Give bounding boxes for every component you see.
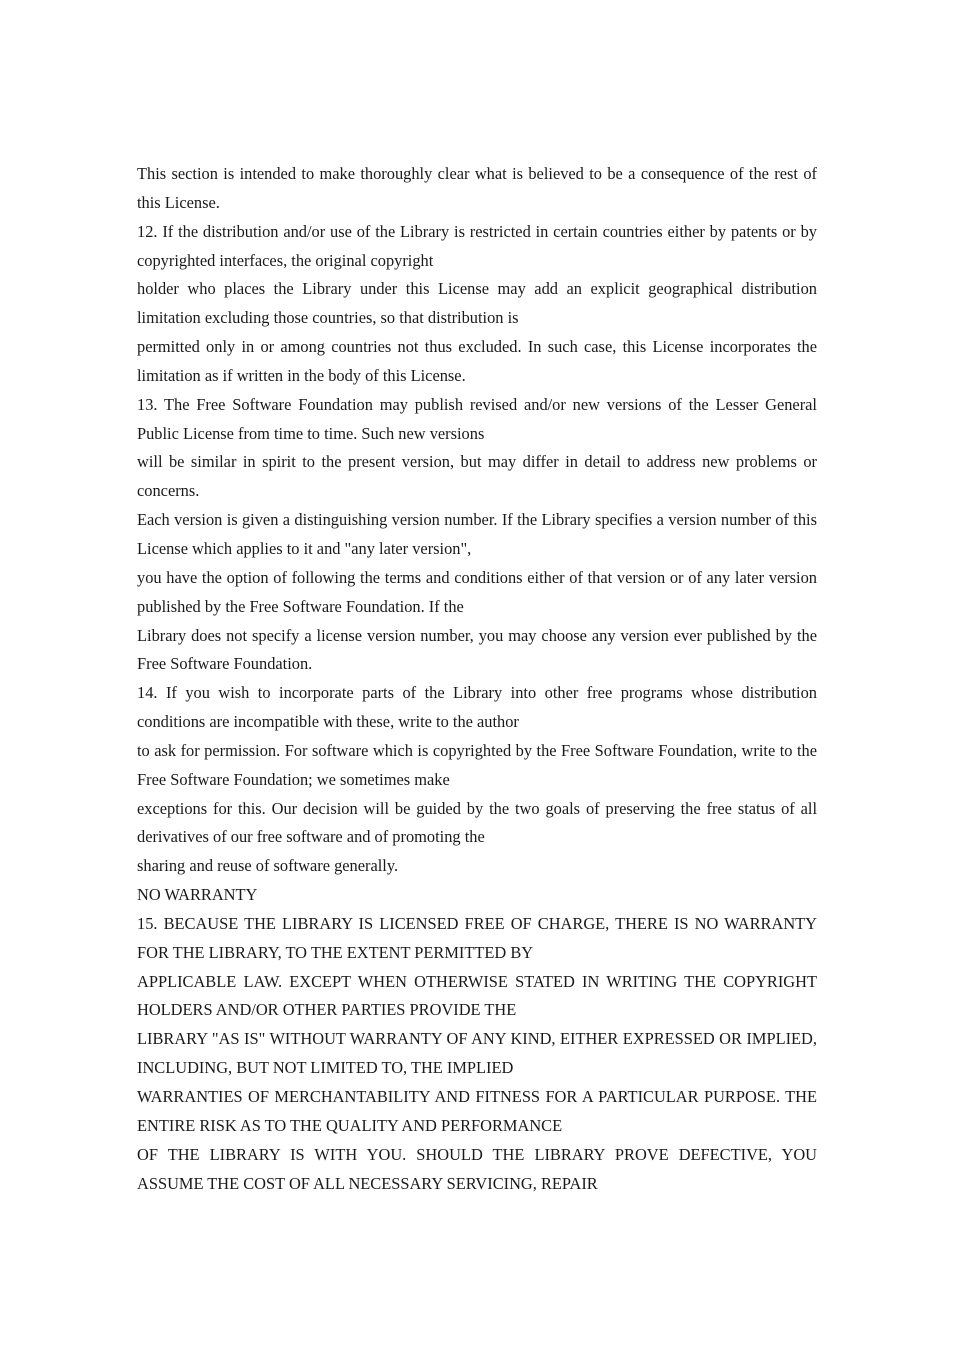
paragraph-14-sharing-reuse: sharing and reuse of software generally. bbox=[137, 856, 399, 876]
paragraph-15-free-of-charge: 15. BECAUSE THE LIBRARY IS LICENSED FREE OF CHARGE, THERE IS NO WARRANTY FOR THE LIBRARY, TO THE EXTENT PERMITTED BY bbox=[137, 913, 817, 962]
paragraph-13-option-following-terms: you have the option of following the terms and conditions either of that version or of any later version published by the Free Software Foundation. If the bbox=[137, 567, 817, 616]
paragraph-13-no-version-specified: Library does not specify a license version number, you may choose any version ever published by the Free Software Foundation. bbox=[137, 625, 817, 674]
license-text bbox=[137, 160, 817, 1198]
paragraph-section-intent: This section is intended to make thoroughly clear what is believed to be a consequence of the rest of this License. bbox=[137, 164, 817, 212]
paragraph-14-incorporate-parts: 14. If you wish to incorporate parts of the Library into other free programs whose distribution conditions are incompatible with these, write to the author bbox=[137, 683, 817, 732]
paragraph-12-permitted-countries: permitted only in or among countries not thus excluded. In such case, this License incorporates the limitation as if written in the body of this License. bbox=[137, 337, 817, 385]
paragraph-14-exceptions: exceptions for this. Our decision will be guided by the two goals of preserving the free status of all derivatives of our free software and of promoting the bbox=[137, 798, 817, 847]
paragraph-12-distribution-restricted: 12. If the distribution and/or use of the Library is restricted in certain countries either by patents or by copyrighted interfaces, the original copyright bbox=[137, 221, 817, 270]
paragraph-13-version-number: Each version is given a distinguishing version number. If the Library specifies a version number of this License which applies to it and "any later version", bbox=[137, 510, 817, 558]
paragraph-15-defective: OF THE LIBRARY IS WITH YOU. SHOULD THE LIBRARY PROVE DEFECTIVE, YOU ASSUME THE COST OF ALL NECESSARY SERVICING, REPAIR bbox=[137, 1144, 817, 1193]
paragraph-15-applicable-law: APPLICABLE LAW. EXCEPT WHEN OTHERWISE STATED IN WRITING THE COPYRIGHT HOLDERS AND/OR OTHER PARTIES PROVIDE THE bbox=[137, 971, 817, 1020]
paragraph-15-as-is: LIBRARY "AS IS" WITHOUT WARRANTY OF ANY KIND, EITHER EXPRESSED OR IMPLIED, INCLUDING, BUT NOT LIMITED TO, THE IMPLIED bbox=[137, 1029, 817, 1078]
paragraph-13-similar-spirit: will be similar in spirit to the present version, but may differ in detail to address new problems or concerns. bbox=[137, 452, 817, 501]
heading-no-warranty: NO WARRANTY bbox=[137, 885, 258, 905]
paragraph-13-revised-versions: 13. The Free Software Foundation may publish revised and/or new versions of the Lesser General Public License from time to time. Such new versions bbox=[137, 394, 817, 443]
paragraph-15-merchantability: WARRANTIES OF MERCHANTABILITY AND FITNESS FOR A PARTICULAR PURPOSE. THE ENTIRE RISK AS TO THE QUALITY AND PERFORMANCE bbox=[137, 1087, 817, 1135]
paragraph-12-geographical-limitation: holder who places the Library under this License may add an explicit geographical distribution limitation excluding those countries, so that distribution is bbox=[137, 279, 817, 328]
paragraph-14-ask-permission: to ask for permission. For software which is copyrighted by the Free Software Foundation, write to the Free Software Foundation; we sometimes make bbox=[137, 740, 817, 789]
